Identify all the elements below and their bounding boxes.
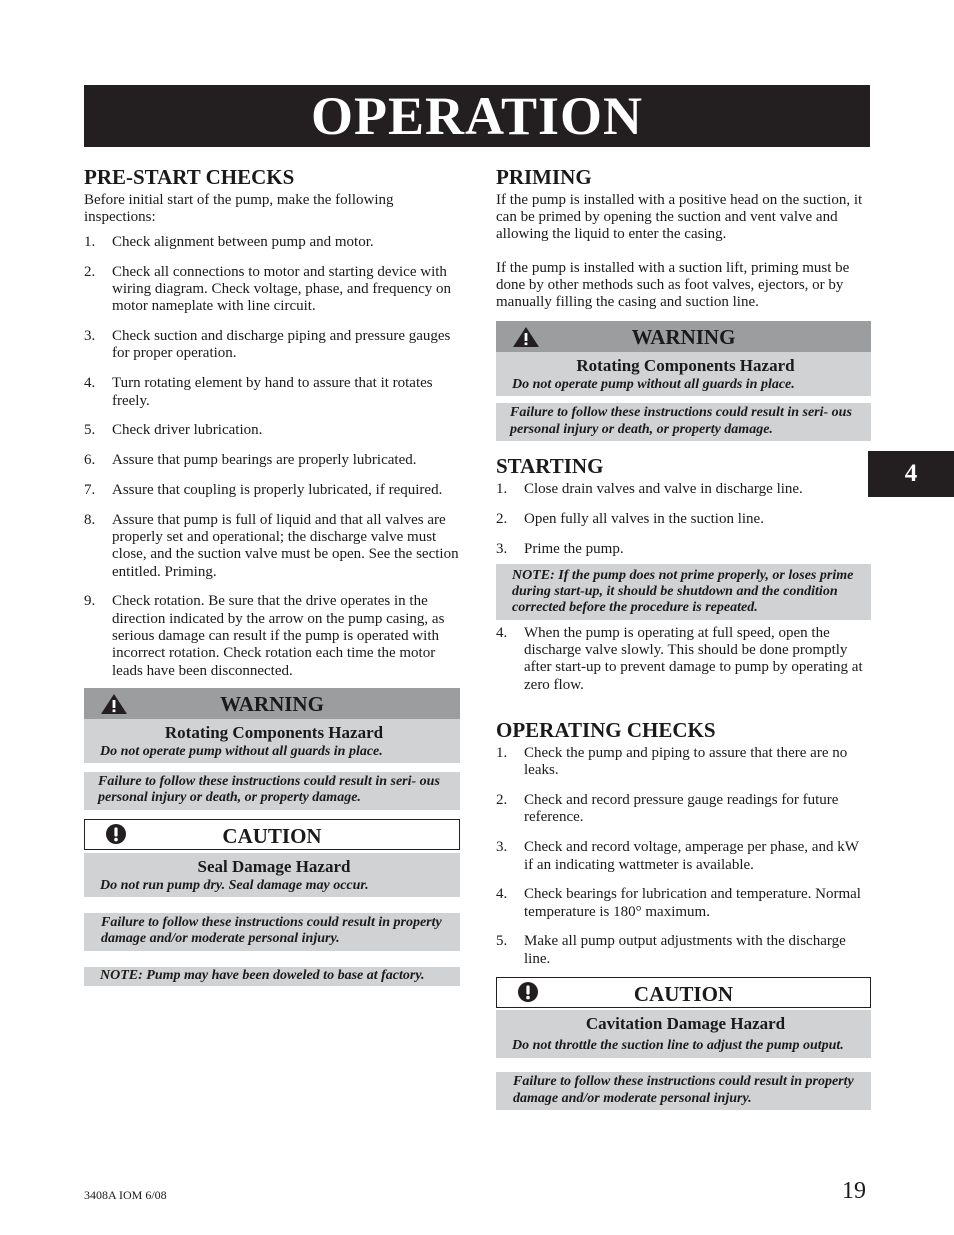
list-item: 5. Make all pump output adjustments with the discharge line. [496, 933, 846, 967]
list-item: 1. Close drain valves and valve in discharge line. [496, 481, 803, 497]
warning-label: WARNING [220, 691, 324, 716]
caution-header [496, 977, 871, 1008]
hazard-note: Do not operate pump without all guards in place. [100, 743, 383, 759]
warning-header [84, 688, 460, 719]
list-item: 2. Check and record pressure gauge readings for future reference. [496, 792, 839, 826]
warning-header [496, 321, 871, 352]
list-item: 4. Turn rotating element by hand to assure that it rotates freely. [84, 375, 433, 409]
prime-note: NOTE: If the pump does not prime properly, or loses prime during start-up, it should be shutdown and the condition corrected before the procedure is repeated. [496, 564, 871, 620]
list-item: 9. Check rotation. Be sure that the drive operates in the direction indicated by the arrow on the pump casing, as serious damage can result if the pump is operated with incorrect rotation. Check rotation each time the motor leads have been disconnected. [84, 593, 445, 679]
hazard-title: Cavitation Damage Hazard [585, 1014, 786, 1034]
list-item: 8. Assure that pump is full of liquid and that all valves are properly set and operational; the discharge valve must close, and the suction valve must be open. See the section entitled. Priming. [84, 511, 459, 580]
chapter-tab: 4 [868, 451, 954, 497]
page-number: 19 [842, 1178, 866, 1204]
failure-note: Failure to follow these instructions could result in seri- ous personal injury or death, or property damage. [84, 772, 460, 810]
failure-note: Failure to follow these instructions could result in property damage and/or moderate personal injury. [496, 1072, 871, 1110]
list-item: 2. Open fully all valves in the suction line. [496, 510, 764, 527]
right-column [496, 163, 871, 1110]
hazard-box [496, 1010, 871, 1058]
left-column [84, 163, 460, 986]
starting-list [496, 481, 871, 558]
right-caution-block [496, 977, 871, 1110]
list-item: 3. Prime the pump. [496, 540, 624, 557]
failure-note: Failure to follow these instructions could result in property damage and/or moderate personal injury. [84, 913, 460, 951]
list-item: 1. Check alignment between pump and motor. [84, 234, 374, 250]
prestart-intro: Before initial start of the pump, make the following inspections: [84, 192, 394, 225]
left-warning-block [84, 688, 460, 810]
hazard-note: Do not run pump dry. Seal damage may occur. [100, 877, 369, 893]
list-item: 3. Check suction and discharge piping and pressure gauges for proper operation. [84, 328, 451, 362]
list-item: 2. Check all connections to motor and starting device with wiring diagram. Check voltage, phase, and frequency on motor nameplate with line circuit. [84, 263, 452, 315]
starting-heading: STARTING [496, 454, 604, 478]
left-caution-block [84, 819, 460, 951]
priming-heading: PRIMING [496, 165, 592, 189]
doweled-note: NOTE: Pump may have been doweled to base at factory. [84, 967, 460, 986]
starting-list-continued [496, 625, 871, 694]
hazard-box [496, 352, 871, 396]
caution-label: CAUTION [633, 982, 734, 1007]
document-code: 3408A IOM 6/08 [84, 1188, 167, 1202]
list-item: 7. Assure that coupling is properly lubricated, if required. [84, 481, 443, 498]
list-item: 1. Check the pump and piping to assure that there are no leaks. [496, 745, 848, 779]
operating-list [496, 745, 871, 968]
priming-para-2: If the pump is installed with a suction lift, priming must be done by other methods such as foot valves, ejectors, or by manually filling the casing and suction line. [496, 260, 850, 310]
hazard-title: Rotating Components Hazard [164, 722, 384, 742]
hazard-box [84, 853, 460, 897]
hazard-note: Do not throttle the suction line to adjust the pump output. [512, 1038, 844, 1054]
hazard-box [84, 719, 460, 763]
operating-heading: OPERATING CHECKS [496, 718, 716, 743]
caution-header [84, 819, 460, 850]
priming-para-1: If the pump is installed with a positive head on the suction, it can be primed by opening the suction and vent valve and allowing the liquid to enter the casing. [496, 192, 863, 242]
hazard-title: Seal Damage Hazard [197, 856, 351, 876]
hazard-title: Rotating Components Hazard [576, 356, 795, 375]
list-item: 4. Check bearings for lubrication and temperature. Normal temperature is 180° maximum. [496, 886, 861, 920]
list-item: 4. When the pump is operating at full speed, open the discharge valve slowly. This should be done promptly after start-up to prevent damage to pump by operating at zero flow. [496, 624, 863, 693]
list-item: 5. Check driver lubrication. [84, 422, 263, 439]
list-item: 6. Assure that pump bearings are properly lubricated. [84, 452, 417, 469]
right-warning-block [496, 321, 871, 441]
failure-note: Failure to follow these instructions could result in seri- ous personal injury or death, or property damage. [496, 403, 871, 441]
hazard-note: Do not operate pump without all guards in place. [512, 377, 795, 392]
list-item: 3. Check and record voltage, amperage per phase, and kW if an indicating wattmeter is available. [496, 839, 859, 873]
prestart-list [84, 234, 460, 680]
prestart-heading: PRE-START CHECKS [84, 165, 295, 189]
caution-label: CAUTION [222, 823, 322, 848]
page-title: OPERATION [84, 85, 870, 147]
warning-label: WARNING [631, 325, 736, 349]
